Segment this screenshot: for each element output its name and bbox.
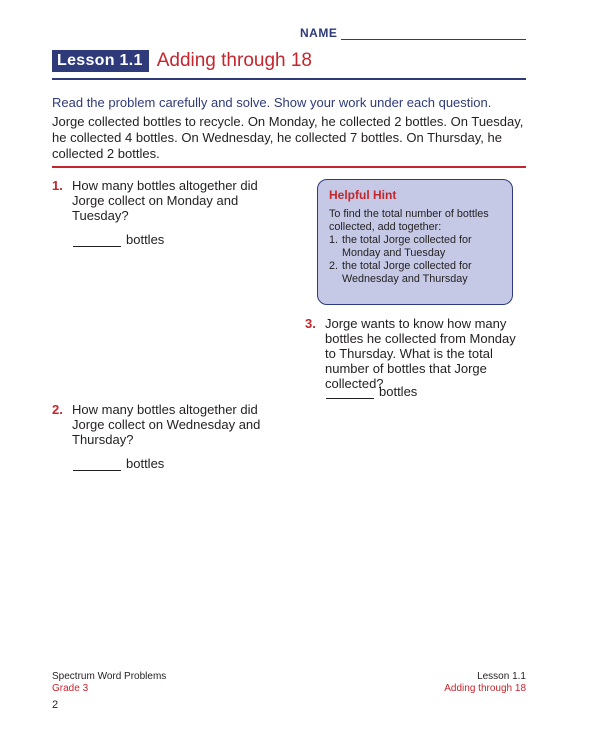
name-field-row (300, 26, 526, 40)
answer-unit: bottles (126, 232, 165, 247)
question-text: Jorge wants to know how many bottles he collected from Monday to Thursday. What is the total number of bottles that Jorge collected? (325, 316, 516, 391)
question-text: How many bottles altogether did Jorge collect on Monday and Tuesday? (72, 178, 258, 223)
footer-lesson: Lesson 1.1 (477, 671, 526, 682)
instructions: Read the problem carefully and solve. Show your work under each question. (52, 95, 492, 110)
header-divider (52, 78, 526, 80)
answer-blank[interactable] (73, 459, 121, 471)
problem-divider (52, 166, 526, 168)
name-label: NAME (300, 26, 338, 40)
hint-item: 2. the total Jorge collected for Wednesday and Thursday (329, 260, 472, 285)
question-number: 2. (52, 402, 63, 417)
question-number: 1. (52, 178, 63, 193)
hint-item: 1. the total Jorge collected for Monday and Tuesday (329, 234, 472, 259)
name-input-line[interactable] (341, 28, 526, 40)
page-number: 2 (52, 699, 59, 711)
question-2 (52, 402, 267, 447)
answer-1 (73, 232, 164, 247)
footer-book-title: Spectrum Word Problems (52, 671, 167, 682)
hint-list (329, 234, 502, 286)
answer-2 (73, 456, 164, 471)
lesson-header (52, 50, 312, 72)
answer-blank[interactable] (326, 387, 374, 399)
answer-unit: bottles (126, 456, 165, 471)
hint-intro: To find the total number of bottles collected, add together: (329, 208, 489, 233)
footer-right (444, 671, 526, 695)
question-text: How many bottles altogether did Jorge collect on Wednesday and Thursday? (72, 402, 261, 447)
question-number: 3. (305, 316, 316, 331)
lesson-title: Adding through 18 (156, 50, 312, 71)
lesson-badge: Lesson 1.1 (52, 50, 149, 72)
hint-title: Helpful Hint (329, 188, 397, 202)
footer-left (52, 671, 166, 695)
helpful-hint-box (317, 179, 513, 305)
problem-text: Jorge collected bottles to recycle. On Monday, he collected 2 bottles. On Tuesday, he collected 4 bottles. On Wednesday, he collected 7 bottles. On Thursday, he collected 2 bottles. (52, 114, 524, 161)
footer-topic: Adding through 18 (444, 683, 526, 694)
answer-unit: bottles (379, 384, 418, 399)
answer-3 (326, 384, 417, 399)
question-1 (52, 178, 267, 223)
answer-blank[interactable] (73, 235, 121, 247)
question-3 (305, 316, 530, 391)
footer-grade: Grade 3 (52, 683, 89, 694)
